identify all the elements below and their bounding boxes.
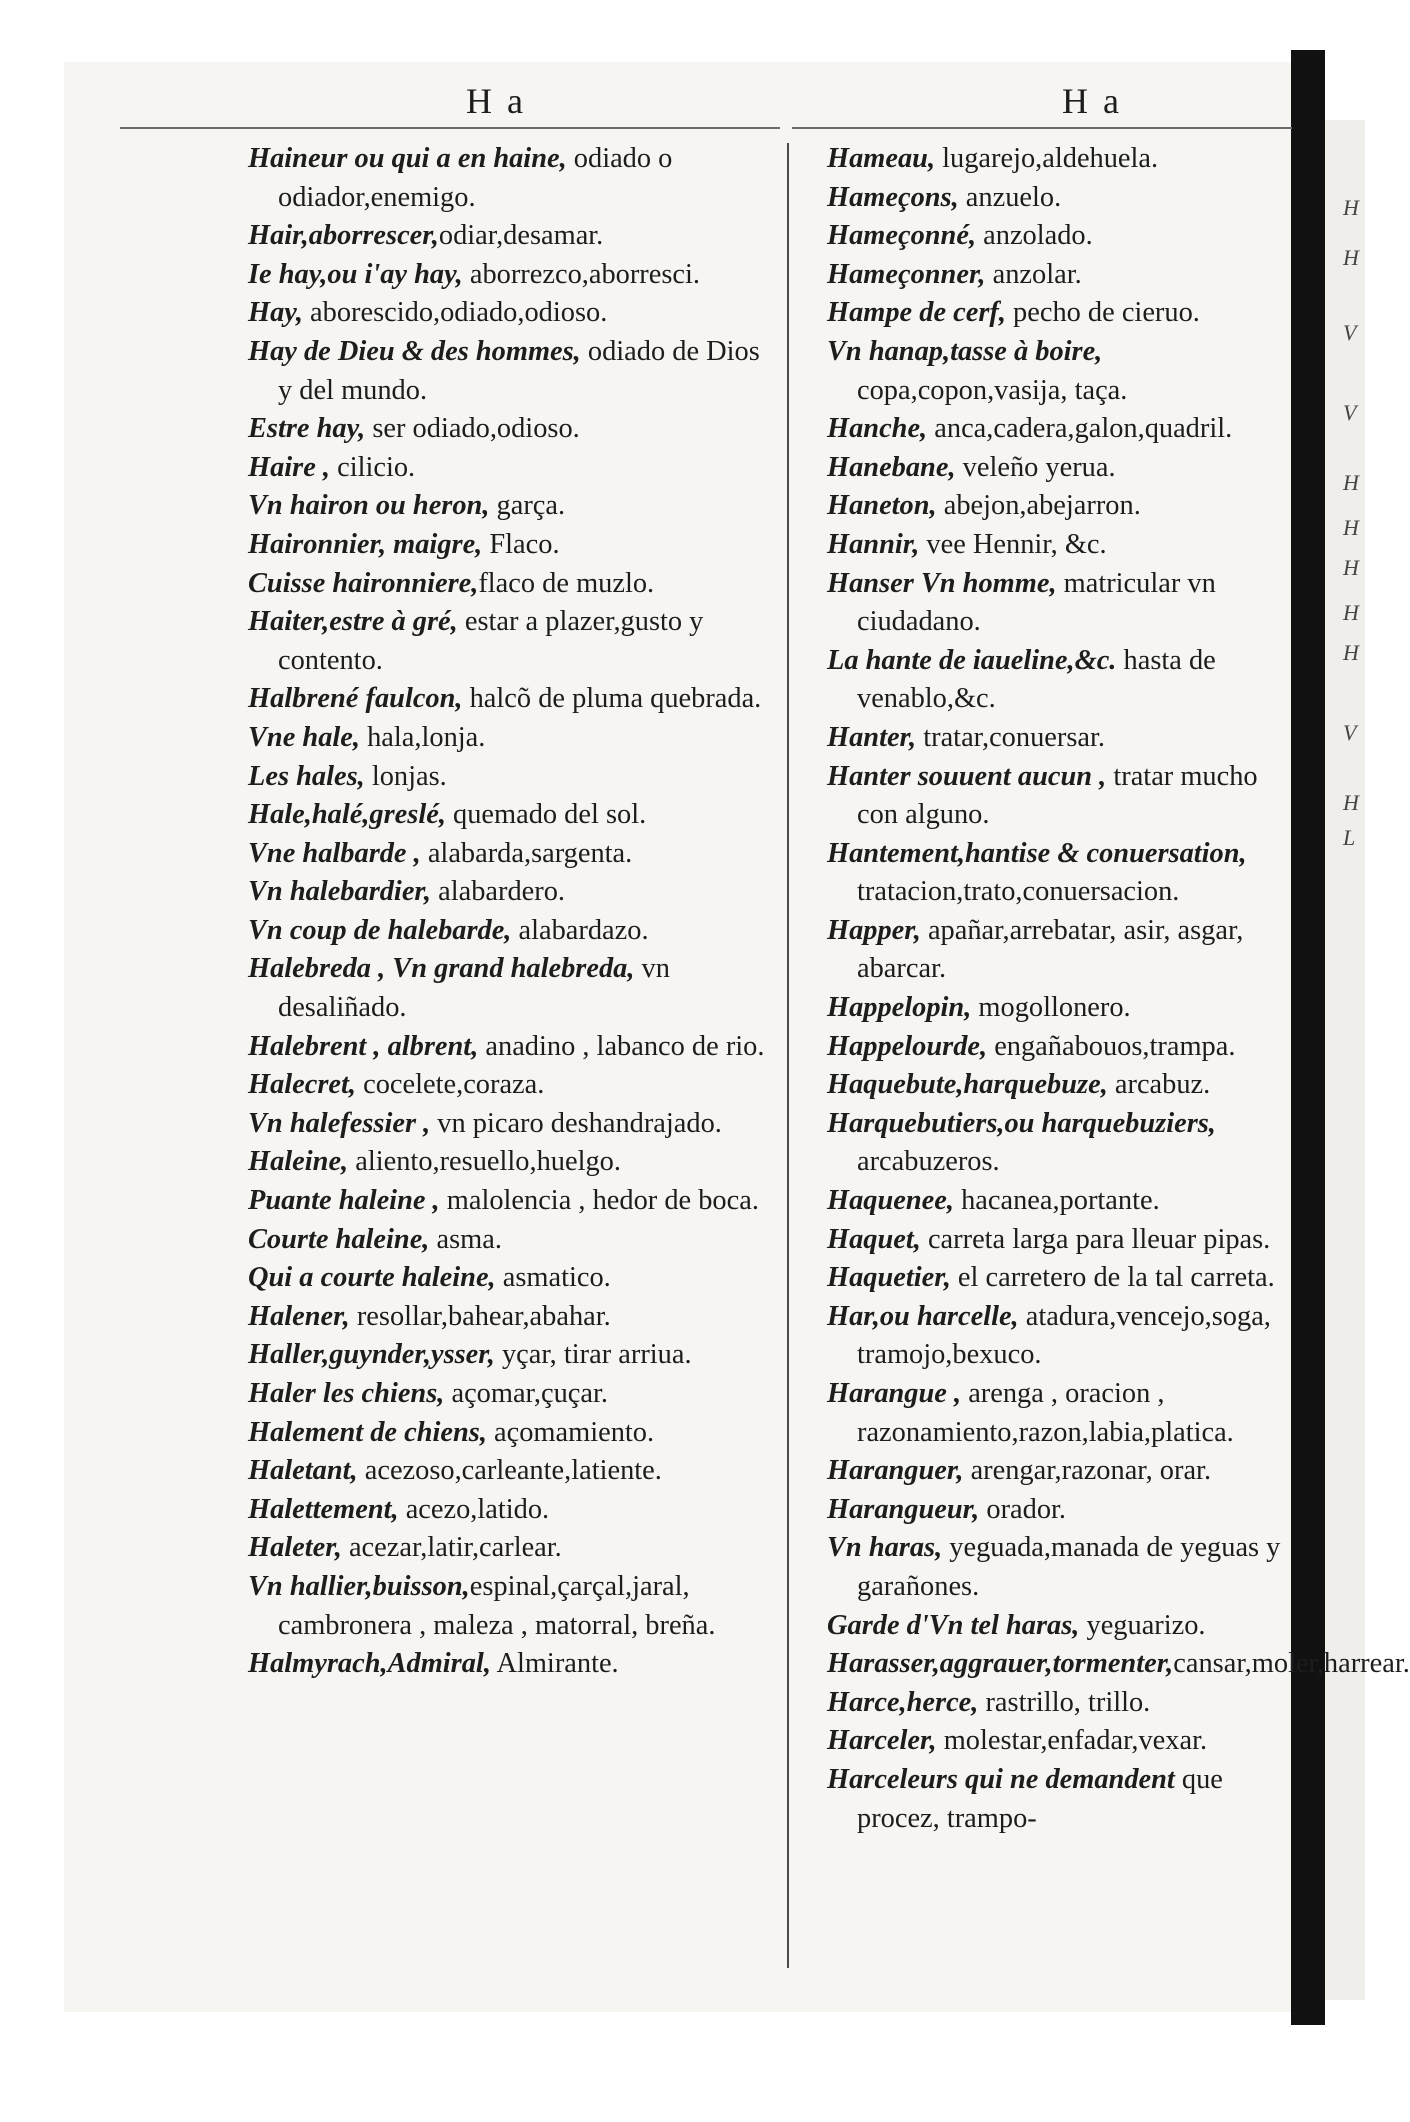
facing-page-letter: H <box>1343 555 1359 580</box>
entry-definition: odiado de Dios y del mundo. <box>278 335 760 406</box>
entry-definition: hasta de venablo,&c. <box>857 644 1216 715</box>
entry-headword: Les hales, <box>248 760 365 792</box>
dictionary-entry <box>248 1066 776 1105</box>
entry-headword: Vn haras, <box>827 1532 943 1564</box>
entry-headword: Haironnier, maigre, <box>248 528 483 560</box>
entry-definition: matricular vn ciudadano. <box>857 567 1216 638</box>
dictionary-entry <box>827 217 1297 256</box>
entry-definition: mogollonero. <box>971 992 1131 1024</box>
dictionary-entry <box>248 294 776 333</box>
entry-definition: aliento,resuello,huelgo. <box>348 1146 621 1178</box>
dictionary-entry <box>248 487 776 526</box>
entry-headword: Happelopin, <box>827 992 972 1024</box>
dictionary-entry <box>248 256 776 295</box>
dictionary-entry <box>248 603 776 680</box>
entry-definition: açomar,çuçar. <box>444 1378 608 1409</box>
dictionary-entry <box>248 758 776 797</box>
entry-headword: Courte haleine, <box>248 1223 430 1255</box>
entry-definition: asma. <box>429 1223 502 1255</box>
entry-definition: espinal,çarçal,jaral, cambronera , maleza , matorral, breña. <box>278 1570 716 1641</box>
dictionary-entry <box>248 1568 776 1645</box>
dictionary-entry <box>248 1452 776 1491</box>
entry-definition: cilicio. <box>330 451 416 483</box>
entry-definition: Flaco. <box>482 528 560 560</box>
dictionary-entry <box>827 179 1297 218</box>
dictionary-entry <box>827 1221 1297 1260</box>
dictionary-entry <box>248 1414 776 1453</box>
entry-headword: Vn hallier,buisson, <box>248 1570 470 1602</box>
dictionary-entry <box>827 449 1297 488</box>
entry-definition: vee Hennir, &c. <box>919 528 1107 560</box>
entry-headword: Harangueur, <box>827 1493 980 1525</box>
entry-headword: Hameçons, <box>827 181 959 213</box>
entry-headword: Vn halefessier , <box>248 1107 431 1139</box>
entry-headword: Vn halebardier, <box>248 876 431 908</box>
dictionary-entry <box>248 680 776 719</box>
entry-headword: Haineur ou qui a en haine, <box>248 143 567 174</box>
entry-definition: resollar,bahear,abahar. <box>349 1300 611 1332</box>
entry-definition: que procez, trampo- <box>857 1763 1223 1834</box>
entry-definition: quemado del sol. <box>445 799 647 831</box>
dictionary-entry <box>248 950 776 1027</box>
entry-headword: Halmyrach,Admiral, <box>248 1648 491 1680</box>
dictionary-entry <box>827 642 1297 719</box>
dictionary-entry <box>248 1491 776 1530</box>
entry-definition: garça. <box>489 490 566 522</box>
dictionary-entry <box>827 1066 1297 1105</box>
entry-headword: Hannir, <box>827 528 920 560</box>
facing-page-letter: H <box>1343 600 1359 625</box>
facing-page-letter: H <box>1343 515 1359 540</box>
entry-definition: tratar,conuersar. <box>916 721 1105 753</box>
entry-definition: aborrezco,aborresci. <box>462 258 700 290</box>
entry-definition: acezar,latir,carlear. <box>341 1532 562 1564</box>
entry-headword: Haquebute,harquebuze, <box>827 1069 1108 1101</box>
entry-headword: Happelourde, <box>827 1030 988 1062</box>
entry-definition: el carretero de la tal carreta. <box>950 1262 1275 1294</box>
entry-definition: veleño yerua. <box>955 451 1116 483</box>
dictionary-entry <box>827 1105 1297 1182</box>
dictionary-entry <box>248 835 776 874</box>
dictionary-entry <box>248 719 776 758</box>
entry-headword: Haleine, <box>248 1146 349 1178</box>
dictionary-entry <box>827 1375 1297 1452</box>
entry-definition: carreta larga para lleuar pipas. <box>920 1223 1271 1255</box>
dictionary-entry <box>248 1298 776 1337</box>
entry-definition: aborescido,odiado,odioso. <box>302 297 608 329</box>
dictionary-entry <box>827 565 1297 642</box>
entry-headword: Haiter,estre à gré, <box>248 606 458 638</box>
entry-definition: yeguarizo. <box>1079 1609 1206 1641</box>
entry-headword: Haquet, <box>827 1223 921 1255</box>
dictionary-entry <box>248 1529 776 1568</box>
dictionary-entry <box>827 410 1297 449</box>
entry-definition: vn desaliñado. <box>278 953 670 1024</box>
dictionary-entry <box>248 410 776 449</box>
entry-definition: apañar,arrebatar, asir, asgar, abarcar. <box>857 914 1244 985</box>
dictionary-entry <box>827 989 1297 1028</box>
facing-page-letter: H <box>1343 470 1359 495</box>
entry-definition: vn picaro deshandrajado. <box>430 1107 722 1139</box>
entry-headword: Hanter, <box>827 721 917 753</box>
entry-definition: yeguada,manada de yeguas y garañones. <box>857 1532 1281 1602</box>
entry-definition: arcabuzeros. <box>857 1146 1000 1178</box>
dictionary-entry <box>827 140 1297 179</box>
entry-headword: Hale,halé,greslé, <box>248 799 446 831</box>
dictionary-entry <box>827 1645 1410 1684</box>
dictionary-entry <box>827 1607 1297 1646</box>
entry-headword: Hameçonné, <box>827 220 977 252</box>
header-rule-left <box>120 127 780 129</box>
entry-headword: Haire , <box>248 451 331 483</box>
entry-headword: Harangue , <box>827 1378 962 1409</box>
entry-definition: acezoso,carleante,latiente. <box>357 1455 662 1487</box>
left-column <box>248 140 776 1684</box>
entry-headword: Haranguer, <box>827 1455 964 1487</box>
dictionary-entry <box>827 1684 1297 1723</box>
dictionary-entry <box>827 719 1297 758</box>
entry-definition: molestar,enfadar,vexar. <box>936 1725 1208 1757</box>
entry-headword: Hanche, <box>827 413 928 445</box>
entry-headword: Halener, <box>248 1300 350 1332</box>
entry-definition: cansar,moler,harrear. <box>1173 1648 1410 1680</box>
entry-headword: Hanebane, <box>827 451 956 483</box>
facing-page-letter: H <box>1343 245 1359 270</box>
entry-definition: odiar,desamar. <box>438 220 604 252</box>
entry-definition: odiado o odiador,enemigo. <box>278 143 673 213</box>
entry-definition: estar a plazer,gusto y contento. <box>278 606 704 676</box>
entry-definition: Almirante. <box>490 1648 619 1680</box>
entry-definition: atadura,vencejo,soga, tramojo,bexuco. <box>857 1300 1271 1371</box>
entry-headword: Hantement,hantise & conuersation, <box>827 837 1247 869</box>
facing-page-letter: V <box>1343 720 1357 745</box>
entry-definition: açomamiento. <box>486 1416 655 1448</box>
dictionary-entry <box>248 1259 776 1298</box>
entry-definition: halcõ de pluma quebrada. <box>462 683 762 715</box>
entry-definition: arengar,razonar, orar. <box>963 1455 1212 1487</box>
entry-definition: alabarda,sargenta. <box>420 837 633 869</box>
entry-headword: Estre hay, <box>248 413 366 445</box>
entry-definition: asmatico. <box>495 1262 611 1294</box>
entry-definition: anadino , labanco de rio. <box>478 1030 765 1062</box>
entry-definition: tratacion,trato,conuersacion. <box>857 876 1180 908</box>
entry-headword: Haletant, <box>248 1455 358 1487</box>
entry-headword: Garde d'Vn tel haras, <box>827 1609 1080 1641</box>
entry-definition: lugarejo,aldehuela. <box>935 143 1159 174</box>
dictionary-entry <box>248 140 776 217</box>
facing-page-letter: H <box>1343 790 1359 815</box>
entry-headword: Halecret, <box>248 1069 357 1101</box>
dictionary-entry <box>248 796 776 835</box>
entry-definition: hacanea,portante. <box>953 1185 1160 1217</box>
entry-definition: hala,lonja. <box>360 721 486 753</box>
entry-headword: Vn hanap,tasse à boire, <box>827 335 1103 367</box>
dictionary-entry <box>248 873 776 912</box>
entry-definition: yçar, tirar arriua. <box>494 1339 692 1371</box>
entry-definition: anzolado. <box>976 220 1093 252</box>
dictionary-entry <box>248 912 776 951</box>
entry-definition: cocelete,coraza. <box>356 1069 545 1101</box>
dictionary-entry <box>248 1028 776 1067</box>
entry-definition: anca,cadera,galon,quadril. <box>927 413 1233 445</box>
running-head-left: H a <box>466 81 526 121</box>
dictionary-entry <box>248 1105 776 1144</box>
entry-headword: Halement de chiens, <box>248 1416 487 1448</box>
entry-headword: Happer, <box>827 914 921 946</box>
dictionary-entry <box>827 1529 1297 1606</box>
entry-definition: arcabuz. <box>1107 1069 1211 1101</box>
entry-headword: Hameau, <box>827 143 936 174</box>
entry-definition: anzolar. <box>985 258 1082 290</box>
entry-definition: abejon,abejarron. <box>936 490 1141 522</box>
entry-headword: Halbrené faulcon, <box>248 683 463 715</box>
entry-headword: Hanser Vn homme, <box>827 567 1057 599</box>
dictionary-entry <box>248 1375 776 1414</box>
dictionary-entry <box>827 256 1297 295</box>
entry-definition: pecho de cieruo. <box>1005 297 1200 329</box>
entry-headword: Halettement, <box>248 1493 399 1525</box>
entry-definition: copa,copon,vasija, taça. <box>857 374 1128 406</box>
facing-page-letter: H <box>1343 195 1359 220</box>
entry-headword: La hante de iaueline,&c. <box>827 644 1117 676</box>
entry-headword: Harasser,aggrauer,tormenter, <box>827 1648 1174 1680</box>
dictionary-entry <box>248 565 776 604</box>
entry-headword: Puante haleine , <box>248 1185 440 1217</box>
entry-headword: Haneton, <box>827 490 937 522</box>
entry-headword: Halebrent , albrent, <box>248 1030 479 1062</box>
dictionary-entry <box>827 1298 1297 1375</box>
entry-headword: Vn hairon ou heron, <box>248 490 490 522</box>
dictionary-entry <box>827 526 1297 565</box>
dictionary-entry <box>248 1182 776 1221</box>
dictionary-entry <box>248 1143 776 1182</box>
dictionary-entry <box>827 1452 1297 1491</box>
entry-definition: alabardazo. <box>511 914 649 946</box>
entry-definition: malolencia , hedor de boca. <box>439 1185 759 1217</box>
entry-headword: Harceler, <box>827 1725 937 1757</box>
dictionary-entry <box>248 1336 776 1375</box>
entry-headword: Harquebutiers,ou harquebuziers, <box>827 1107 1216 1139</box>
dictionary-entry <box>248 1221 776 1260</box>
entry-definition: anzuelo. <box>958 181 1062 213</box>
facing-page-letter: V <box>1343 400 1357 425</box>
entry-headword: Haleter, <box>248 1532 342 1564</box>
entry-headword: Hampe de cerf, <box>827 297 1006 329</box>
header-rule-right <box>792 127 1292 129</box>
dictionary-entry <box>248 449 776 488</box>
dictionary-entry <box>248 333 776 410</box>
dictionary-entry <box>248 217 776 256</box>
entry-headword: Halebreda , Vn grand halebreda, <box>248 953 635 985</box>
column-divider <box>787 143 789 1968</box>
dictionary-entry <box>827 1491 1297 1530</box>
entry-headword: Har,ou harcelle, <box>827 1300 1019 1332</box>
dictionary-entry <box>827 294 1297 333</box>
running-head-right: H a <box>1062 81 1122 121</box>
entry-definition: lonjas. <box>364 760 447 792</box>
entry-headword: Vn coup de halebarde, <box>248 914 512 946</box>
dictionary-entry <box>827 487 1297 526</box>
entry-headword: Hay de Dieu & des hommes, <box>248 335 581 367</box>
entry-headword: Hair,aborrescer, <box>248 220 439 252</box>
dictionary-entry <box>827 758 1297 835</box>
entry-definition: tratar mucho con alguno. <box>857 760 1258 831</box>
entry-definition: flaco de muzlo. <box>478 567 655 599</box>
dictionary-entry <box>248 1645 776 1684</box>
entry-definition: alabardero. <box>431 876 565 908</box>
dictionary-entry <box>827 835 1297 912</box>
dictionary-entry <box>827 912 1297 989</box>
entry-headword: Hanter souuent aucun , <box>827 760 1107 792</box>
entry-definition: ser odiado,odioso. <box>365 413 580 445</box>
facing-page-letter: H <box>1343 640 1359 665</box>
entry-headword: Vne halbarde , <box>248 837 421 869</box>
right-column <box>827 140 1410 1838</box>
entry-headword: Hameçonner, <box>827 258 986 290</box>
entry-headword: Vne hale, <box>248 721 360 753</box>
entry-definition: arenga , oracion , razonamiento,razon,labia,platica. <box>857 1378 1234 1448</box>
dictionary-entry <box>827 1761 1297 1838</box>
entry-headword: Haquetier, <box>827 1262 951 1294</box>
dictionary-entry <box>248 526 776 565</box>
entry-definition: acezo,latido. <box>398 1493 550 1525</box>
facing-page-letter: V <box>1343 320 1357 345</box>
dictionary-entry <box>827 1722 1297 1761</box>
entry-definition: rastrillo, trillo. <box>978 1686 1151 1718</box>
facing-page-letter: L <box>1343 825 1356 850</box>
entry-headword: Harceleurs qui ne demandent <box>827 1763 1175 1795</box>
dictionary-entry <box>827 333 1297 410</box>
entry-headword: Haquenee, <box>827 1185 954 1217</box>
entry-definition: engañabouos,trampa. <box>987 1030 1236 1062</box>
entry-headword: Qui a courte haleine, <box>248 1262 496 1294</box>
dictionary-entry <box>827 1028 1297 1067</box>
entry-headword: Hay, <box>248 297 303 329</box>
dictionary-entry <box>827 1182 1297 1221</box>
entry-headword: Haler les chiens, <box>248 1378 445 1409</box>
entry-headword: Haller,guynder,ysser, <box>248 1339 495 1371</box>
entry-headword: Cuisse haironniere, <box>248 567 479 599</box>
dictionary-entry <box>827 1259 1297 1298</box>
entry-headword: Harce,herce, <box>827 1686 979 1718</box>
entry-headword: Ie hay,ou i'ay hay, <box>248 258 463 290</box>
entry-definition: orador. <box>979 1493 1067 1525</box>
